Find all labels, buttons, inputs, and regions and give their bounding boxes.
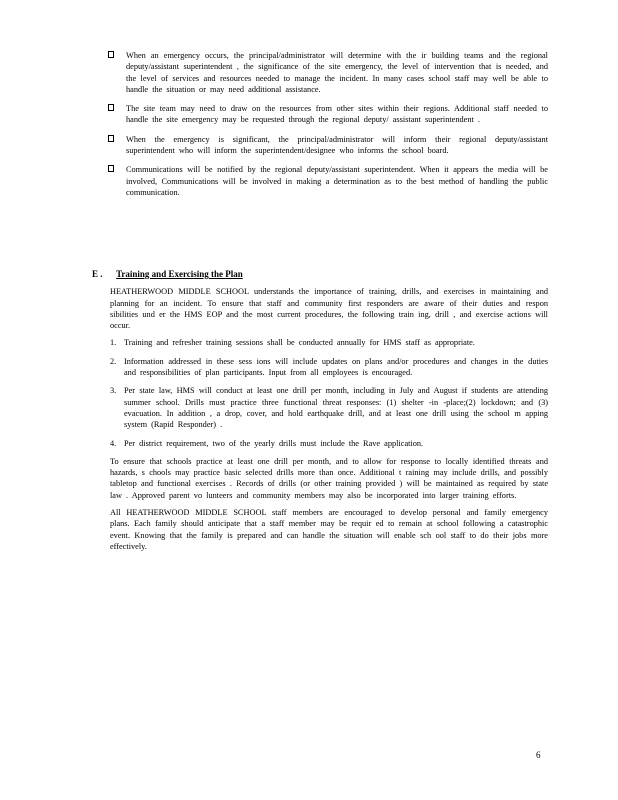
- list-text: Per state law, HMS will conduct at least one drill per month, including in July and August if students are attending summer school. Drills must practice three functional threat responses: (1) shelter -in -place;(2) lockdown; and (3) evacuation. In addition , a drop, cover, and hold earthquake drill, and at least one drill using the school m apping system (Rapid Responder) .: [124, 386, 548, 430]
- numbered-list: [110, 337, 548, 448]
- section-title: Training and Exercising the Plan: [116, 269, 243, 279]
- list-number: 2.: [110, 356, 117, 366]
- family-plans-paragraph: All HEATHERWOOD MIDDLE SCHOOL staff members are encouraged to develop personal and family emergency plans. Each family should anticipate that a staff member may be requir ed to remain at school following a catastrophic event. Knowing that the family is prepared and can handle the situation will enable sch ool staff to do their jobs more effectively.: [110, 508, 548, 551]
- list-text: Training and refresher training sessions shall be conducted annually for HMS staff as appropriate.: [124, 338, 475, 348]
- bullet-text: When an emergency occurs, the principal/administrator will determine with the ir building teams and the regional deputy/assistant superintendent , the significance of the site emergency, the level of intervention that is needed, and the level of services and resources needed to manage the incident. In many cases school staff may well be able to handle the situation or may need additional assistance.: [126, 51, 548, 94]
- bullet-text: The site team may need to draw on the resources from other sites within their regions. Additional staff needed to handle the site emergency may be requested through the regional deputy/ assistant superintendent .: [126, 104, 548, 125]
- section-training: [92, 269, 548, 558]
- bullet-text: When the emergency is significant, the principal/administrator will inform their regional deputy/assistant superintendent who will inform the superintendent/designee who informs the school board.: [126, 134, 548, 156]
- bullet-box-icon: [108, 165, 114, 172]
- intro-paragraph: HEATHERWOOD MIDDLE SCHOOL understands the importance of training, drills, and exercises in maintaining and planning for an incident. To ensure that staff and community first responders are aware of their duties and respon sibilities und er the HMS EOP and the most current procedures, the following train ing, drill , and exercise actions will occur.: [110, 287, 548, 331]
- bullet-item: [108, 164, 548, 198]
- section-heading: [92, 269, 548, 280]
- section-label: E .: [92, 269, 103, 279]
- bullet-text: Communications will be notified by the regional deputy/assistant superintendent. When it appears the media will be involved, Communications will be involved in making a determination as to the best method of handling the public communication.: [126, 165, 548, 197]
- bullet-box-icon: [108, 51, 114, 58]
- drills-paragraph: To ensure that schools practice at least one drill per month, and to allow for response to locally identified threats and hazards, s chools may practice basic selected drills more than once. Additional t raining may include drills, and possibly tabletop and functional exercises . Records of drills (or other training provided ) will be maintained as required by state law . Approved parent vo lunteers and community members may also be incorporated into larger training efforts.: [110, 456, 548, 500]
- bullet-box-icon: [108, 135, 114, 142]
- page-number: 6: [536, 750, 541, 760]
- bullet-item: [108, 103, 548, 126]
- list-item: [110, 438, 548, 449]
- list-item: [110, 385, 548, 430]
- list-text: Per district requirement, two of the yearly drills must include the Rave application.: [124, 438, 424, 448]
- list-number: 4.: [110, 438, 117, 448]
- list-item: [110, 356, 548, 379]
- list-text: Information addressed in these sess ions will include updates on plans and/or procedures and changes in the duties and responsibilities of plan participants. Input from all employees is encouraged.: [124, 356, 548, 378]
- bullet-list: [108, 50, 548, 206]
- list-item: [110, 337, 548, 348]
- bullet-box-icon: [108, 104, 114, 111]
- list-number: 3.: [110, 386, 117, 396]
- list-number: 1.: [110, 338, 117, 348]
- bullet-item: [108, 50, 548, 95]
- bullet-item: [108, 134, 548, 157]
